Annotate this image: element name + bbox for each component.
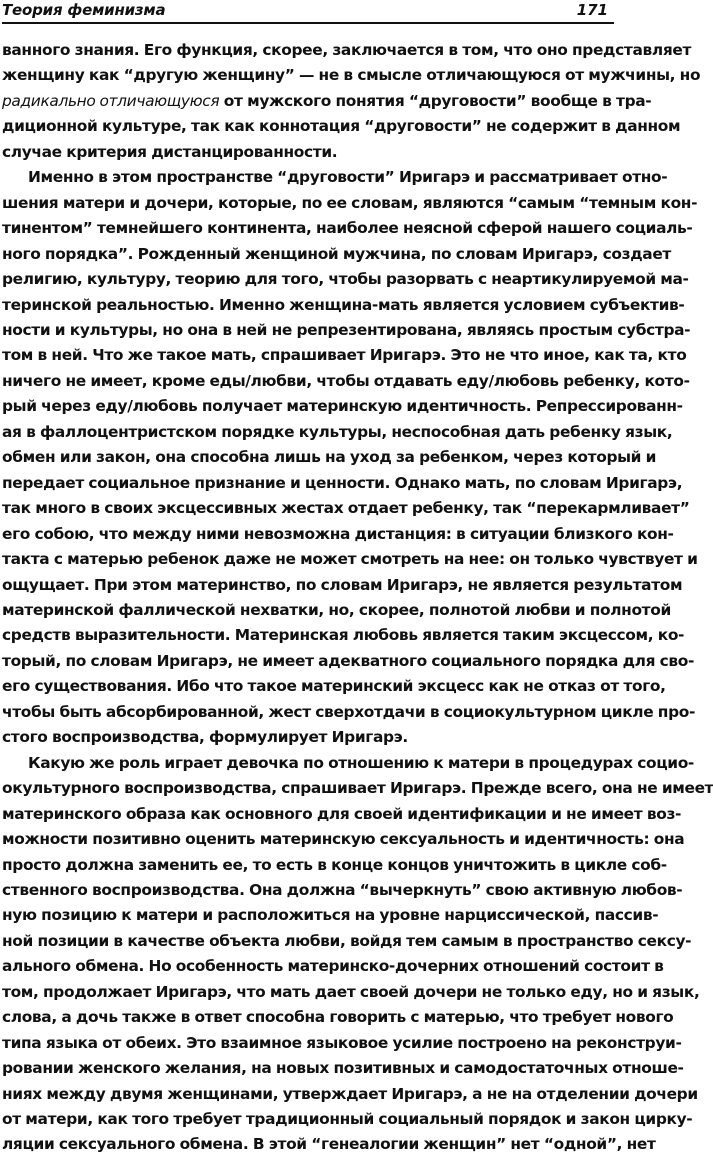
text-line: случае критерия дистанцированности. bbox=[2, 142, 338, 161]
text-line: ального обмена. Но особенность материнско-дочерних отношений состоит в bbox=[2, 957, 664, 976]
running-header bbox=[2, 0, 614, 24]
text-line: ровании женского желания, на новых позитивных и самодостаточных отноше- bbox=[2, 1059, 684, 1078]
text-line: ощущает. При этом материнство, по словам Иригарэ, не является результатом bbox=[2, 575, 683, 594]
text-line: ной позиции в качестве объекта любви, войдя тем самым в пространство сексу- bbox=[2, 931, 692, 950]
text-line: его собою, что между ними невозможна дистанция: в ситуации близкого кон- bbox=[2, 524, 674, 543]
text-line: ванного знания. Его функция, скорее, заключается в том, что оно представляет bbox=[2, 41, 692, 59]
text-line: передает социальное признание и ценности. Однако мать, по словам Иригарэ, bbox=[2, 473, 683, 492]
text-line: ного порядка”. Рожденный женщиной мужчина, по словам Иригарэ, создает bbox=[2, 244, 671, 263]
text-line: ниях между двумя женщинами, утверждает Иригарэ, а не на отделении дочери bbox=[2, 1084, 698, 1103]
text-line: просто должна заменить ее, то есть в конце концов уничтожить в цикле соб- bbox=[2, 855, 667, 874]
text-line: можности позитивно оценить материнскую сексуальность и идентичность: она bbox=[2, 830, 685, 849]
body-text bbox=[2, 38, 713, 1158]
text-line: рый через еду/любовь получает материнскую идентичность. Репрессированн- bbox=[2, 397, 683, 416]
text-line: слова, а дочь также в ответ способна говорить с матерью, что требует нового bbox=[2, 1008, 674, 1027]
text-line: материнской фаллической нехватки, но, скорее, полнотой любви и полнотой bbox=[2, 600, 671, 619]
text-line: ляции сексуального обмена. В этой “генеалогии женщин” нет “одной”, нет bbox=[2, 1135, 656, 1154]
paragraph bbox=[2, 165, 698, 750]
text-line: религию, культуру, теорию для того, чтобы разорвать с неартикулируемой ма- bbox=[2, 270, 689, 289]
text-line: ая в фаллоцентристском порядке культуры, неспособная дать ребенку язык, bbox=[2, 422, 673, 441]
paragraph bbox=[2, 38, 701, 165]
text-line: такта с матерью ребенок даже не может смотреть на нее: он только чувствует и bbox=[2, 550, 698, 569]
text-line: от матери, как того требует традиционный социальный порядок и закон цирку- bbox=[2, 1110, 693, 1129]
text-line: его существования. Ибо что такое материнский эксцесс как не отказ от того, bbox=[2, 677, 666, 696]
text-line: теринской реальностью. Именно женщина-мать является условием субъектив- bbox=[2, 295, 685, 314]
text-line: ности и культуры, но она в ней не репрезентирована, являясь простым субстра- bbox=[2, 320, 691, 339]
paragraph bbox=[2, 751, 713, 1158]
page-number: 171 bbox=[576, 1, 608, 19]
text-line: Именно в этом пространстве “друговости” Иригарэ и рассматривает отно- bbox=[28, 168, 668, 187]
text-line: ничего не имеет, кроме еды/любви, чтобы отдавать еду/любовь ребенку, кото- bbox=[2, 371, 690, 390]
text-line: том в ней. Что же такое мать, спрашивает Иригарэ. Это не что иное, как та, кто bbox=[2, 346, 687, 365]
text-line: окультурного воспроизводства, спрашивает Иригарэ. Прежде всего, она не имеет bbox=[2, 779, 713, 798]
text-line: ственного воспроизводства. Она должна “вычеркнуть” свою активную любов- bbox=[2, 880, 683, 899]
text-line: средств выразительности. Материнская любовь является таким эксцессом, ко- bbox=[2, 626, 685, 645]
text-line: Какую же роль играет девочка по отношению к матери в процедурах социо- bbox=[28, 753, 694, 772]
text-line: ную позицию к матери и расположиться на уровне нарциссической, пассив- bbox=[2, 906, 659, 925]
text-line: чтобы быть абсорбированной, жест сверхотдачи в социокультурном цикле про- bbox=[2, 702, 696, 721]
text-line: тинентом” темнейшего континента, наиболее неясной сферой нашего социаль- bbox=[2, 219, 693, 238]
text-line: материнского образа как основного для своей идентификации и не имеет воз- bbox=[2, 804, 682, 823]
text-line: том, продолжает Иригарэ, что мать дает своей дочери не только еду, но и язык, bbox=[2, 982, 700, 1001]
text-line: типа языка от обеих. Это взаимное языковое усилие построено на реконструи- bbox=[2, 1033, 682, 1052]
italic-emphasis: радикально отличающуюся bbox=[2, 91, 220, 110]
text-line: обмен или закон, она способна лишь на уход за ребенком, через который и bbox=[2, 448, 657, 467]
text-line: диционной культуре, так как коннотация “друговости” не содержит в данном bbox=[2, 117, 681, 136]
text-line: шения матери и дочери, которые, по ее словам, являются “самым “темным кон- bbox=[2, 193, 698, 212]
text-line-rest: от мужского понятия “друговости” вообще в тра- bbox=[219, 91, 652, 110]
text-line: стого воспроизводства, формулирует Иригарэ. bbox=[2, 728, 408, 747]
text-line: торый, по словам Иригарэ, не имеет адекватного социального порядка для сво- bbox=[2, 651, 695, 670]
text-line: так много в своих эксцессивных жестах отдает ребенку, так “перекармливает” bbox=[2, 499, 690, 518]
text-line bbox=[2, 89, 652, 114]
text-line: женщину как “другую женщину” — не в смысле отличающуюся от мужчины, но bbox=[2, 66, 701, 85]
running-title: Теория феминизма bbox=[2, 1, 166, 19]
